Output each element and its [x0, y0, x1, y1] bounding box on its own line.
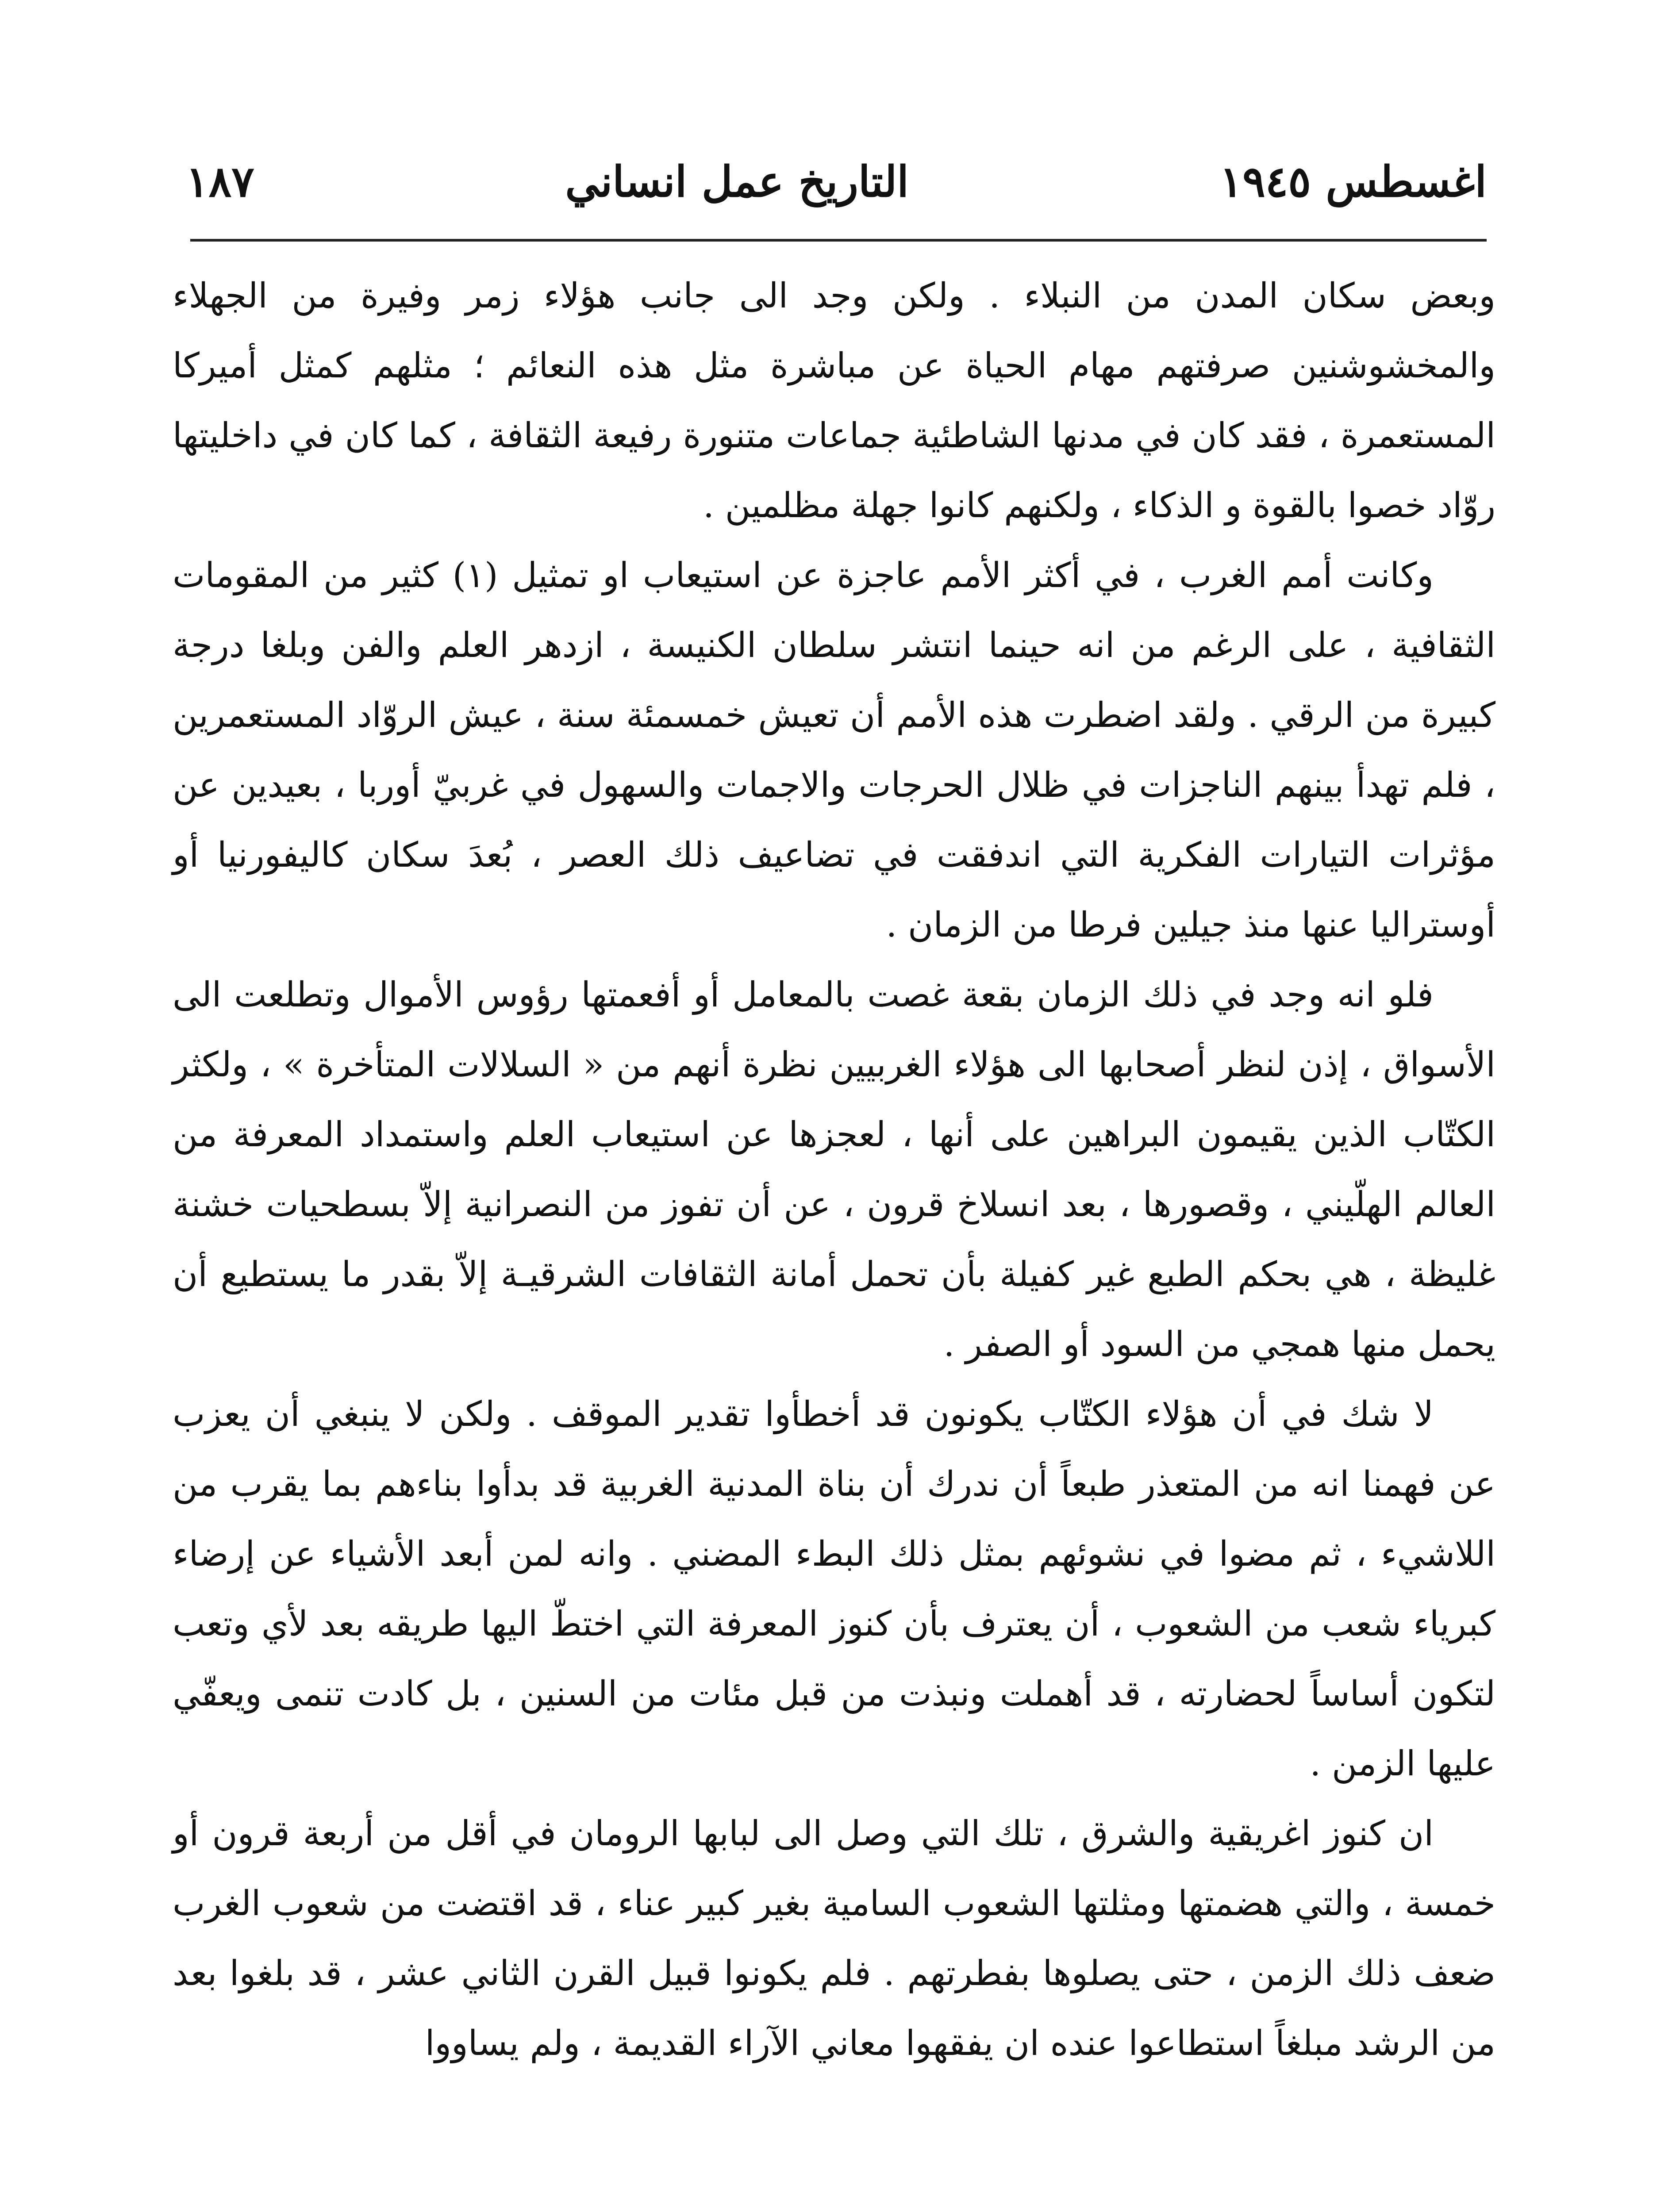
paragraph-2: وكانت أمم الغرب ، في أكثر الأمم عاجزة عن استيعاب او تمثيل (١) كثير من المقومات الثقافية ، على الرغم من انه حينما انتشر سلطان الكنيسة ، ازدهر العلم والفن وبلغا درجة كبيرة من الرقي . ولقد اضطرت هذه الأمم أن تعيش خمسمئة سنة ، عيش الروّاد المستعمرين ، فلم تهدأ بينهم الناجزات في ظلال الحرجات والاجمات والسهول في غربيّ أوربا ، بعيدين عن مؤثرات التيارات الفكرية التي اندفقت في تضاعيف ذلك العصر ، بُعدَ سكان كاليفورنيا أو أوستراليا عنها منذ جيلين فرطا من الزمان .	[173, 556, 1495, 945]
header-divider	[190, 239, 1487, 242]
paragraph-3: فلو انه وجد في ذلك الزمان بقعة غصت بالمعامل أو أفعمتها رؤوس الأموال وتطلعت الى الأسواق ، إذن لنظر أصحابها الى هؤلاء الغربيين نظرة أنهم من « السلالات المتأخرة » ، ولكثر الكتّاب الذين يقيمون البراهين على أنها ، لعجزها عن استيعاب العلم واستمداد المعرفة من العالم الهلّيني ، وقصورها ، بعد انسلاخ قرون ، عن أن تفوز من النصرانية إلاّ بسطحيات خشنة غليظة ، هي بحكم الطبع غير كفيلة بأن تحمل أمانة الثقافات الشرقيـة إلاّ بقدر ما يستطيع أن يحمل منها همجي من السود أو الصفر .	[173, 975, 1495, 1364]
page-header	[186, 146, 1487, 217]
paragraph-5: ان كنوز اغريقية والشرق ، تلك التي وصل الى لبابها الرومان في أقل من أربعة قرون أو خمسة ، والتي هضمتها ومثلتها الشعوب السامية بغير كبير عناء ، قد اقتضت من شعوب الغرب ضعف ذلك الزمن ، حتى يصلوها بفطرتهم . فلم يكونوا قبيل القرن الثاني عشر ، قد بلغوا بعد من الرشد مبلغاً استطاعوا عنده ان يفقهوا معاني الآراء القديمة ، ولم يساووا	[173, 1814, 1495, 2063]
paragraph-4: لا شك في أن هؤلاء الكتّاب يكونون قد أخطأوا تقدير الموقف . ولكن لا ينبغي أن يعزب عن فهمنا انه من المتعذر طبعاً أن ندرك أن بناة المدنية الغربية قد بدأوا بناءهم بما يقرب من اللاشيء ، ثم مضوا في نشوئهم بمثل ذلك البطء المضني . وانه لمن أبعد الأشياء عن إرضاء كبرياء شعب من الشعوب ، أن يعترف بأن كنوز المعرفة التي اختطّ اليها طريقه بعد لأي وتعب لتكون أساساً لحضارته ، قد أهملت ونبذت من قبل مئات من السنين ، بل كادت تنمى ويعفّي عليها الزمن .	[173, 1394, 1495, 1784]
header-date: اغسطس ١٩٤٥	[1219, 156, 1487, 207]
body-text	[173, 261, 1495, 2078]
paragraph-1: وبعض سكان المدن من النبلاء . ولكن وجد الى جانب هؤلاء زمر وفيرة من الجهلاء والمخشوشنين صرفتهم مهام الحياة عن مباشرة مثل هذه النعائم ؛ مثلهم كمثل أميركا المستعمرة ، فقد كان في مدنها الشاطئية جماعات متنورة رفيعة الثقافة ، كما كان في داخليتها روّاد خصوا بالقوة و الذكاء ، ولكنهم كانوا جهلة مظلمين .	[173, 276, 1495, 526]
header-title: التاريخ عمل انساني	[565, 156, 909, 207]
page-number: ١٨٧	[186, 156, 254, 207]
